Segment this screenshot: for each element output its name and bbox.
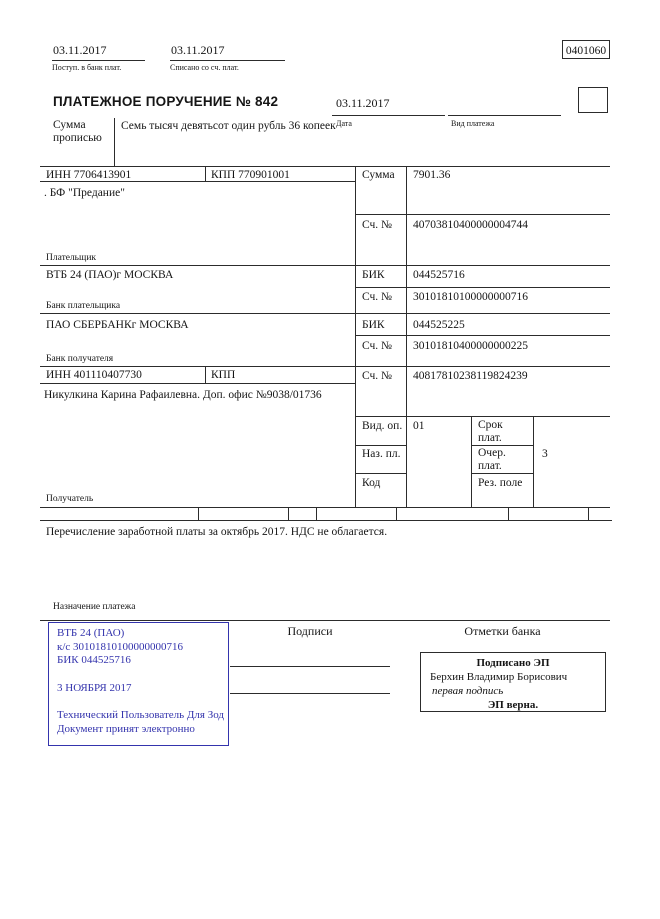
beneficiary-section-line [40, 507, 610, 508]
table-line-top [40, 166, 610, 167]
pay-term-label: Срок плат. [478, 419, 503, 444]
budget-row-divider-6 [588, 507, 589, 520]
ep-verified: ЭП верна. [487, 699, 539, 711]
payer-bank-bik-label: БИК [362, 269, 385, 281]
payer-bank-section-label: Банк плательщика [46, 301, 121, 311]
document-date-label: Дата [336, 119, 352, 128]
codes-grid-top-line [355, 416, 610, 417]
sum-cell-underline [355, 214, 610, 215]
codes-grid-row-line-1b [471, 445, 533, 446]
inn-kpp-divider-payer [205, 166, 206, 181]
payer-account: 40703810400000004744 [413, 219, 528, 231]
debited-date-underline [170, 60, 285, 61]
codes-grid-row-line-1a [355, 445, 406, 446]
debited-date: 03.11.2017 [171, 43, 225, 57]
inn-kpp-divider-beneficiary [205, 366, 206, 383]
beneficiary-section-label: Получатель [46, 494, 94, 504]
budget-row-divider-4 [396, 507, 397, 520]
payment-kind-underline [448, 115, 561, 116]
document-date: 03.11.2017 [336, 96, 390, 110]
beneficiary-bank-bik: 044525225 [413, 319, 465, 331]
codes-grid-divider-2 [533, 416, 534, 507]
pay-order-value: 3 [542, 448, 548, 460]
beneficiary-bank-name: ПАО СБЕРБАНКг МОСКВА [46, 319, 189, 331]
beneficiary-inn: ИНН 401110407730 [46, 369, 142, 381]
sum-value: 7901.36 [413, 169, 451, 181]
payment-kind-label: Вид платежа [451, 119, 495, 128]
inn-row-underline-beneficiary [40, 383, 355, 384]
table-column-divider-left [355, 166, 356, 507]
electronic-signature-box [420, 652, 606, 712]
budget-row-divider-2 [288, 507, 289, 520]
payer-section-line [40, 265, 610, 266]
form-code-box [562, 40, 610, 59]
ep-title: Подписано ЭП [476, 657, 550, 669]
received-date: 03.11.2017 [53, 43, 107, 57]
payer-bank-account: 30101810100000000716 [413, 291, 528, 303]
payment-purpose-text: Перечисление заработной платы за октябрь 2017. НДС не облагается. [46, 526, 388, 538]
ep-signer-name: Берхин Владимир Борисович [430, 671, 568, 683]
op-kind-label: Вид. оп. [362, 420, 403, 432]
table-column-divider-right [406, 166, 407, 507]
debited-date-label: Списано со сч. плат. [170, 63, 239, 72]
document-title: ПЛАТЕЖНОЕ ПОРУЧЕНИЕ № 842 [53, 94, 279, 109]
payer-bank-bik: 044525716 [413, 269, 465, 281]
payer-bank-section-line [40, 313, 610, 314]
stamp-corr-account: к/с 30101810100000000716 [57, 640, 184, 653]
payer-section-label: Плательщик [46, 253, 97, 263]
beneficiary-bank-account: 30101810400000000225 [413, 340, 528, 352]
op-kind-value: 01 [413, 420, 425, 432]
stamp-note: Документ принят электронно [57, 722, 195, 735]
payment-kind-box [578, 87, 608, 113]
codes-grid-divider-1 [471, 416, 472, 507]
amount-words-divider [114, 118, 115, 166]
stamp-bank-name: ВТБ 24 (ПАО) [57, 627, 125, 639]
pay-order-label: Очер. плат. [478, 447, 506, 472]
payment-purpose-label: Назначение платежа [53, 602, 136, 612]
purpose-code-label: Наз. пл. [362, 448, 401, 460]
budget-row-bottom-line [40, 520, 612, 521]
beneficiary-account: 40817810238119824239 [413, 370, 528, 382]
budget-row-divider-1 [198, 507, 199, 520]
document-date-underline [332, 115, 445, 116]
codes-grid-row-line-2b [471, 473, 533, 474]
payer-bank-name: ВТБ 24 (ПАО)г МОСКВА [46, 269, 174, 281]
beneficiary-account-label: Сч. № [362, 370, 393, 382]
payer-inn: ИНН 7706413901 [46, 169, 132, 181]
beneficiary-kpp: КПП [211, 369, 236, 381]
signatures-section-line [40, 620, 610, 621]
payer-bank-account-label: Сч. № [362, 291, 393, 303]
sum-label: Сумма [362, 169, 395, 181]
beneficiary-name: Никулкина Карина Рафаилевна. Доп. офис №9038/01736 [44, 389, 322, 401]
received-date-label: Поступ. в банк плат. [52, 63, 122, 72]
bank-marks-label: Отметки банка [464, 624, 541, 638]
payer-name: . БФ "Предание" [44, 187, 125, 199]
payer-bank-bik-underline [355, 287, 610, 288]
stamp-user: Технический Пользователь Для Зод [57, 709, 225, 721]
signatures-label: Подписи [287, 624, 333, 638]
codes-grid-row-line-2a [355, 473, 406, 474]
received-date-underline [52, 60, 145, 61]
signature-line-2 [230, 693, 390, 694]
beneficiary-bank-bik-underline [355, 335, 610, 336]
beneficiary-bank-section-label: Банк получателя [46, 354, 114, 364]
budget-row-divider-3 [316, 507, 317, 520]
beneficiary-bank-account-label: Сч. № [362, 340, 393, 352]
payer-kpp: КПП 770901001 [211, 169, 290, 181]
beneficiary-bank-bik-label: БИК [362, 319, 385, 331]
amount-words-label: Сумма прописью [53, 119, 102, 144]
reserve-field-label: Рез. поле [478, 477, 523, 489]
stamp-bik: БИК 044525716 [57, 654, 131, 666]
form-code: 0401060 [565, 45, 607, 57]
code-label: Код [362, 477, 381, 489]
budget-row-divider-5 [508, 507, 509, 520]
payer-account-label: Сч. № [362, 219, 393, 231]
beneficiary-bank-section-line [40, 366, 610, 367]
ep-subtitle: первая подпись [432, 685, 504, 697]
signature-line-1 [230, 666, 390, 667]
amount-words-value: Семь тысяч девятьсот один рубль 36 копеек [121, 120, 336, 132]
stamp-date: 3 НОЯБРЯ 2017 [57, 681, 132, 694]
bank-stamp [48, 622, 229, 746]
